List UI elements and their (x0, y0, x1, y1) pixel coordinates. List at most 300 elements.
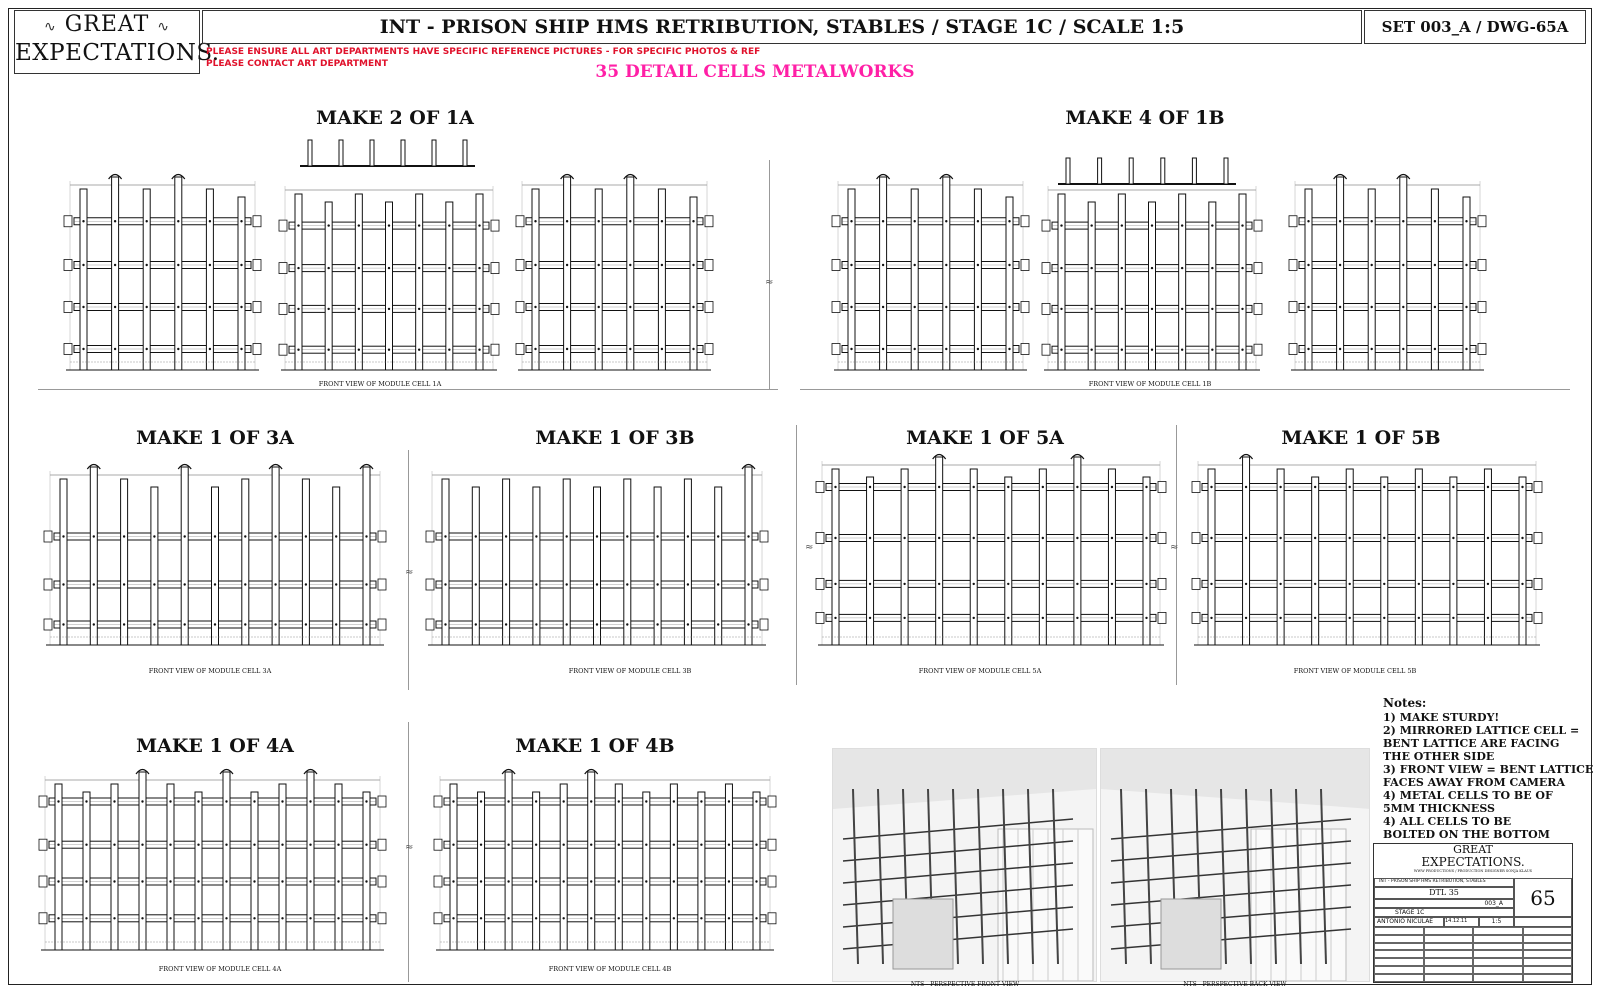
panel-heading-5b: MAKE 1 OF 5B (1281, 427, 1441, 449)
end-bracket (760, 531, 768, 542)
bolt (448, 349, 450, 351)
bolt (1210, 617, 1212, 619)
bolt (123, 583, 125, 585)
bolt (755, 800, 757, 802)
bolt (882, 220, 884, 222)
end-bracket (279, 344, 287, 355)
bolt (337, 844, 339, 846)
plan-post (339, 140, 343, 166)
bolt (1111, 617, 1113, 619)
end-bracket (1158, 533, 1166, 544)
bolt (562, 800, 564, 802)
lattice-panel (426, 465, 768, 646)
production-line: WWW PRODUCTIONS / PRODUCTION DESIGNER SONJA KLAUS (1413, 869, 1533, 873)
bolt (945, 220, 947, 222)
bolt (692, 306, 694, 308)
post (658, 189, 665, 370)
bolt (562, 917, 564, 919)
post (151, 487, 158, 645)
bolt (209, 220, 211, 222)
bolt (169, 917, 171, 919)
bolt (444, 583, 446, 585)
bolt (1452, 583, 1454, 585)
bolt (184, 623, 186, 625)
bolt (903, 583, 905, 585)
end-bracket (64, 344, 72, 355)
bolt (834, 537, 836, 539)
bolt (1349, 617, 1351, 619)
panel-caption-4a: FRONT VIEW OF MODULE CELL 4A (158, 965, 282, 973)
bolt (834, 486, 836, 488)
bolt (692, 264, 694, 266)
bolt (1007, 617, 1009, 619)
bolt (93, 583, 95, 585)
post (167, 784, 174, 950)
bolt (85, 917, 87, 919)
post (472, 487, 479, 645)
bolt (281, 917, 283, 919)
bolt (197, 880, 199, 882)
bolt (1151, 224, 1153, 226)
bolt (114, 264, 116, 266)
bolt (1465, 220, 1467, 222)
bolt (1402, 306, 1404, 308)
bolt (973, 583, 975, 585)
bolt (358, 349, 360, 351)
bolt (1487, 486, 1489, 488)
bolt (153, 535, 155, 537)
bolt (82, 220, 84, 222)
end-bracket (768, 839, 776, 850)
bolt (480, 844, 482, 846)
bolt (1383, 583, 1385, 585)
note-line: 2) MIRRORED LATTICE CELL = (1383, 724, 1580, 737)
signoff-cell (1473, 943, 1523, 951)
post (139, 772, 146, 950)
bolt (566, 535, 568, 537)
bolt (618, 880, 620, 882)
bolt (418, 308, 420, 310)
note-line: BOLTED ON THE BOTTOM (1383, 828, 1550, 841)
post (1239, 194, 1246, 370)
end-bracket (491, 263, 499, 274)
post (1519, 477, 1526, 645)
bolt (869, 617, 871, 619)
end-bracket (434, 876, 442, 887)
signoff-cell (1473, 958, 1523, 966)
bolt (1279, 583, 1281, 585)
end-bracket (516, 344, 524, 355)
bolt (914, 306, 916, 308)
bolt (309, 880, 311, 882)
bolt (1042, 617, 1044, 619)
bolt (1008, 264, 1010, 266)
bolt (590, 880, 592, 882)
perspective-sketch (833, 749, 1096, 981)
bolt (335, 623, 337, 625)
bolt (1241, 308, 1243, 310)
post (90, 467, 97, 645)
bolt (1076, 617, 1078, 619)
bolt (448, 267, 450, 269)
plan-post (370, 140, 374, 166)
bolt (566, 583, 568, 585)
bolt (335, 583, 337, 585)
bolt (618, 844, 620, 846)
end-bracket (1021, 302, 1029, 313)
bolt (977, 306, 979, 308)
end-bracket (378, 796, 386, 807)
bolt (177, 264, 179, 266)
perspective-sketch (1101, 749, 1369, 981)
bolt (113, 800, 115, 802)
bolt (1314, 486, 1316, 488)
bolt (505, 535, 507, 537)
warning-line2: PLEASE CONTACT ART DEPARTMENT (206, 59, 388, 69)
bolt (244, 535, 246, 537)
bolt (1465, 348, 1467, 350)
bolt (700, 917, 702, 919)
bolt (850, 264, 852, 266)
bolt (146, 264, 148, 266)
end-bracket (1289, 260, 1297, 271)
post (1400, 177, 1407, 370)
bolt (253, 844, 255, 846)
panel-caption-3a: FRONT VIEW OF MODULE CELL 3A (148, 667, 272, 675)
panel-heading-3a: MAKE 1 OF 3A (136, 427, 294, 449)
bolt (240, 306, 242, 308)
post (533, 792, 540, 950)
bolt (661, 348, 663, 350)
bolt (1307, 306, 1309, 308)
bolt (93, 623, 95, 625)
bolt (327, 224, 329, 226)
set-number: SET 003_A / DWG-65A (1364, 10, 1586, 44)
bolt (1279, 617, 1281, 619)
bolt (1245, 537, 1247, 539)
bolt (673, 917, 675, 919)
bolt (629, 220, 631, 222)
bolt (244, 583, 246, 585)
bolt (1121, 349, 1123, 351)
bolt (480, 800, 482, 802)
end-bracket (426, 579, 434, 590)
bolt (507, 844, 509, 846)
post (1088, 202, 1095, 370)
bolt (57, 917, 59, 919)
post (1450, 477, 1457, 645)
bolt (629, 264, 631, 266)
bolt (938, 617, 940, 619)
bolt (253, 917, 255, 919)
bolt (1452, 617, 1454, 619)
bolt (505, 623, 507, 625)
bolt (1145, 486, 1147, 488)
bolt (365, 844, 367, 846)
bolt (596, 535, 598, 537)
end-bracket (44, 619, 52, 630)
bolt (57, 800, 59, 802)
bolt (478, 267, 480, 269)
signoff-cell (1374, 958, 1424, 966)
bolt (938, 537, 940, 539)
bolt (209, 348, 211, 350)
bolt (507, 800, 509, 802)
bolt (566, 623, 568, 625)
bolt (535, 880, 537, 882)
post (1143, 477, 1150, 645)
end-bracket (279, 263, 287, 274)
bolt (629, 306, 631, 308)
end-bracket (44, 531, 52, 542)
bolt (535, 917, 537, 919)
note-line: FACES AWAY FROM CAMERA (1383, 776, 1565, 789)
bolt (1181, 308, 1183, 310)
bolt (535, 623, 537, 625)
signoff-cell (1374, 943, 1424, 951)
signoff-cell (1374, 974, 1424, 982)
post (238, 197, 245, 370)
bolt (141, 880, 143, 882)
signoff-cell (1473, 935, 1523, 943)
bolt (85, 844, 87, 846)
post (295, 194, 302, 370)
bolt (1060, 308, 1062, 310)
bolt (448, 308, 450, 310)
bolt (938, 583, 940, 585)
bolt (475, 583, 477, 585)
bolt (365, 800, 367, 802)
logo-line1: GREAT (64, 12, 150, 37)
post (55, 784, 62, 950)
bolt (1008, 348, 1010, 350)
bolt (418, 267, 420, 269)
bolt (1090, 224, 1092, 226)
bolt (274, 535, 276, 537)
bolt (1111, 486, 1113, 488)
bolt (1452, 537, 1454, 539)
signoff-cell (1523, 958, 1573, 966)
bolt (1241, 349, 1243, 351)
bolt (1211, 224, 1213, 226)
bolt (535, 535, 537, 537)
lattice-panel (44, 465, 386, 646)
bolt (673, 800, 675, 802)
post (112, 177, 119, 370)
bolt (673, 844, 675, 846)
bolt (448, 224, 450, 226)
sheet-title: INT - PRISON SHIP HMS RETRIBUTION, STABLES / STAGE 1C / SCALE 1:5 (202, 10, 1362, 44)
bolt (309, 917, 311, 919)
post (450, 784, 457, 950)
bolt (850, 306, 852, 308)
bolt (945, 264, 947, 266)
post (1431, 189, 1438, 370)
post (111, 784, 118, 950)
post (684, 479, 691, 645)
bolt (281, 844, 283, 846)
signoff-cell (1374, 950, 1424, 958)
bolt (146, 220, 148, 222)
lattice-panel (64, 175, 261, 371)
end-bracket (1192, 482, 1200, 493)
panel-caption-5a: FRONT VIEW OF MODULE CELL 5A (918, 667, 1042, 675)
end-bracket (1254, 220, 1262, 231)
end-bracket (434, 796, 442, 807)
bolt (598, 348, 600, 350)
bolt (388, 267, 390, 269)
post (1312, 477, 1319, 645)
post (279, 784, 286, 950)
bolt (197, 844, 199, 846)
bolt (1111, 583, 1113, 585)
bolt (566, 306, 568, 308)
post (1381, 477, 1388, 645)
bolt (184, 535, 186, 537)
panel-heading-3b: MAKE 1 OF 3B (535, 427, 695, 449)
post (1149, 202, 1156, 370)
end-bracket (816, 612, 824, 623)
post (595, 189, 602, 370)
end-bracket (491, 303, 499, 314)
set-no-cell: 003_A (1374, 899, 1514, 908)
bolt (327, 308, 329, 310)
post (251, 792, 258, 950)
feed-rack (893, 899, 953, 969)
bolt (973, 537, 975, 539)
bolt (566, 220, 568, 222)
bolt (197, 800, 199, 802)
end-bracket (64, 216, 72, 227)
bolt (945, 306, 947, 308)
bolt (82, 348, 84, 350)
post (83, 792, 90, 950)
bolt (57, 844, 59, 846)
end-bracket (1254, 303, 1262, 314)
signoff-cell (1523, 974, 1573, 982)
end-bracket (1478, 344, 1486, 355)
panel-heading-5a: MAKE 1 OF 5A (906, 427, 1064, 449)
panel-caption-4b: FRONT VIEW OF MODULE CELL 4B (548, 965, 672, 973)
bolt (57, 880, 59, 882)
end-bracket (1534, 482, 1542, 493)
bolt (62, 583, 64, 585)
post (1118, 194, 1125, 370)
post (1179, 194, 1186, 370)
signoff-cell (1523, 927, 1573, 935)
bolt (253, 800, 255, 802)
bolt (114, 220, 116, 222)
post (911, 189, 918, 370)
bolt (534, 220, 536, 222)
bolt (645, 844, 647, 846)
bolt (755, 880, 757, 882)
bolt (1008, 306, 1010, 308)
post (195, 792, 202, 950)
bolt (598, 264, 600, 266)
end-bracket (1021, 260, 1029, 271)
bolt (62, 535, 64, 537)
bolt (1434, 348, 1436, 350)
bolt (1383, 617, 1385, 619)
bolt (478, 349, 480, 351)
post (478, 792, 485, 950)
end-bracket (64, 302, 72, 313)
bolt (475, 535, 477, 537)
bolt (534, 348, 536, 350)
bolt (240, 264, 242, 266)
bolt (1521, 617, 1523, 619)
signoff-cell (1424, 950, 1474, 958)
bolt (598, 220, 600, 222)
bolt (661, 220, 663, 222)
post (670, 784, 677, 950)
bolt (240, 220, 242, 222)
post (867, 477, 874, 645)
bolt (656, 535, 658, 537)
bolt (281, 880, 283, 882)
end-bracket (1021, 216, 1029, 227)
signoff-cell (1523, 935, 1573, 943)
bolt (882, 306, 884, 308)
end-bracket (705, 216, 713, 227)
bolt (747, 623, 749, 625)
bolt (177, 348, 179, 350)
post (206, 189, 213, 370)
signoff-cell (1424, 943, 1474, 951)
bolt (480, 917, 482, 919)
bolt (335, 535, 337, 537)
set-title-cell: INT - PRISON SHIP HMS RETRIBUTION, STABLES (1374, 878, 1514, 887)
post (532, 189, 539, 370)
bolt (700, 844, 702, 846)
plan-post (1224, 158, 1228, 184)
bolt (365, 880, 367, 882)
bolt (1042, 486, 1044, 488)
bolt (141, 800, 143, 802)
bolt (225, 880, 227, 882)
bolt (1241, 224, 1243, 226)
post (1337, 177, 1344, 370)
end-bracket (768, 913, 776, 924)
lattice-panel (279, 186, 499, 370)
end-bracket (39, 876, 47, 887)
bolt (661, 306, 663, 308)
post (333, 487, 340, 645)
bolt (1418, 537, 1420, 539)
bolt (1245, 617, 1247, 619)
post (121, 479, 128, 645)
bolt (452, 880, 454, 882)
bolt (590, 800, 592, 802)
bolt (1465, 306, 1467, 308)
post (563, 479, 570, 645)
signoff-cell (1374, 927, 1424, 935)
lattice-panel (39, 770, 386, 951)
post (446, 202, 453, 370)
note-line: 3) FRONT VIEW = BENT LATTICE (1383, 763, 1594, 776)
feed-rack (1161, 899, 1221, 969)
plan-post (432, 140, 436, 166)
bolt (535, 583, 537, 585)
end-bracket (491, 220, 499, 231)
end-bracket (1534, 533, 1542, 544)
end-bracket (1478, 260, 1486, 271)
bolt (728, 880, 730, 882)
bolt (977, 220, 979, 222)
bolt (85, 880, 87, 882)
lattice-panel (516, 175, 713, 371)
